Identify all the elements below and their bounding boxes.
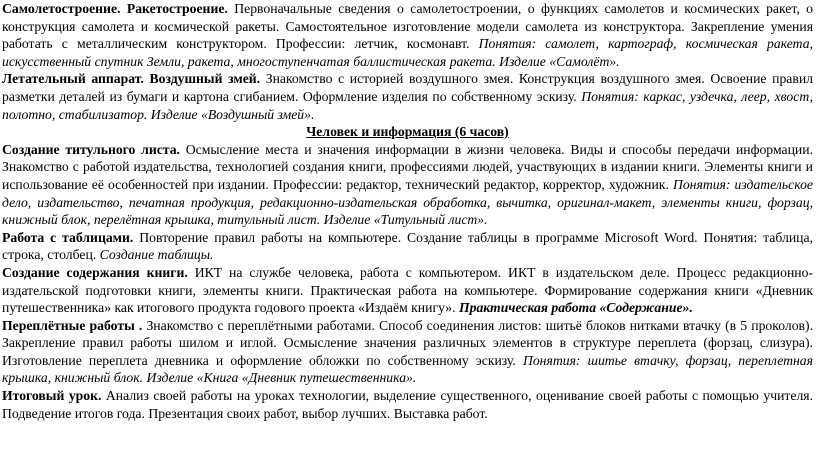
paragraph-concepts: Создание таблицы. bbox=[99, 247, 214, 263]
paragraph-title: Итоговый урок. bbox=[2, 388, 102, 404]
paragraph-title: Создание титульного листа. bbox=[2, 141, 180, 157]
section-heading-text: Человек и информация (6 часов) bbox=[306, 124, 509, 140]
paragraph-title: Создание содержания книги. bbox=[2, 264, 188, 280]
paragraph-final-lesson bbox=[2, 387, 813, 422]
paragraph-text: Знакомство с переплётными работами. Способ соединения листов: шитьё блоков нитками втачку (в 5 проколов). Закрепление правил работы шилом и иглой. Осмысление значения различных элементов в структуре переплета (форзац, слизура). Изготовление переплета дневника и оформление обложки по собственному эскизу. bbox=[2, 317, 813, 368]
paragraph-title: Переплётные работы . bbox=[2, 317, 143, 333]
paragraph-kite bbox=[2, 70, 813, 123]
paragraph-text: Первоначальные сведения о самолетостроении, о функциях самолетов и космических ракет, о конструкция самолета и космической ракеты. Самостоятельное изготовление модели самолета из конструктора. Закрепление умения работать с металлическим конструктором. Профессии: летчик, космонавт. bbox=[2, 1, 813, 52]
paragraph-text: Знакомство с историей воздушного змея. Конструкция воздушного змея. Освоение правил разметки деталей из бумаги и картона сгибанием. Оформление изделия по собственному эскизу. bbox=[2, 71, 813, 104]
paragraph-concepts: Практическая работа «Содержание». bbox=[458, 300, 693, 316]
paragraph-concepts: Понятия: шитье втачку, форзац, переплетная крышка, книжный блок. Изделие «Книга «Дневник путешественника». bbox=[2, 352, 814, 386]
paragraph-concepts: Понятия: самолет, картограф, космическая ракета, искусственный спутник Земли, ракета, многоступенчатая баллистическая ракета. Изделие «Самолёт». bbox=[2, 36, 813, 69]
paragraph-aircraft bbox=[2, 0, 813, 70]
paragraph-text: Анализ своей работы на уроках технологии, выделение существенного, оценивание своей работы с помощью учителя. Подведение итогов года. Презентация своих работ, выбор лучших. Выставка работ. bbox=[2, 388, 814, 421]
paragraph-title: Работа с таблицами. bbox=[2, 229, 134, 245]
paragraph-text: Повторение правил работы на компьютере. Создание таблицы в программе Microsoft Word. Понятия: таблица, строка, столбец. bbox=[2, 229, 813, 263]
paragraph-title: Самолетостроение. Ракетостроение. bbox=[2, 1, 228, 16]
paragraph-contents bbox=[2, 264, 813, 317]
paragraph-binding bbox=[2, 317, 813, 387]
paragraph-concepts: Понятия: издательское дело, издательство, печатная продукция, редакционно-издательская обработка, вычитка, оригинал-макет, элементы книги, форзац, книжный блок, перелётная крышка, титульный лист. Изделие «Титульный лист». bbox=[2, 176, 813, 228]
paragraph-tables bbox=[2, 229, 813, 264]
paragraph-text: Осмысление места и значения информации в жизни человека. Виды и способы передачи информации. Знакомство с работой издательства, технологией создания книги, профессиями людей, участвующих в издании книги. Элементы книги и использование её особенностей при издании. Профессии: редактор, технический редактор, корректор, художник. bbox=[2, 141, 813, 192]
section-heading bbox=[2, 123, 813, 141]
paragraph-title-page bbox=[2, 141, 813, 229]
paragraph-title: Летательный аппарат. Воздушный змей. bbox=[2, 71, 261, 87]
paragraph-concepts: Понятия: каркас, уздечка, леер, хвост, полотно, стабилизатор. Изделие «Воздушный змей». bbox=[2, 88, 813, 122]
paragraph-text: ИКТ на службе человека, работа с компьютером. ИКТ в издательском деле. Процесс редакционно-издательской подготовки книги, элементы книги. Практическая работа на компьютере. Формирование содержания книги «Дневник путешественника» как итогового продукта годового проекта «Издаём книгу». bbox=[2, 264, 813, 316]
